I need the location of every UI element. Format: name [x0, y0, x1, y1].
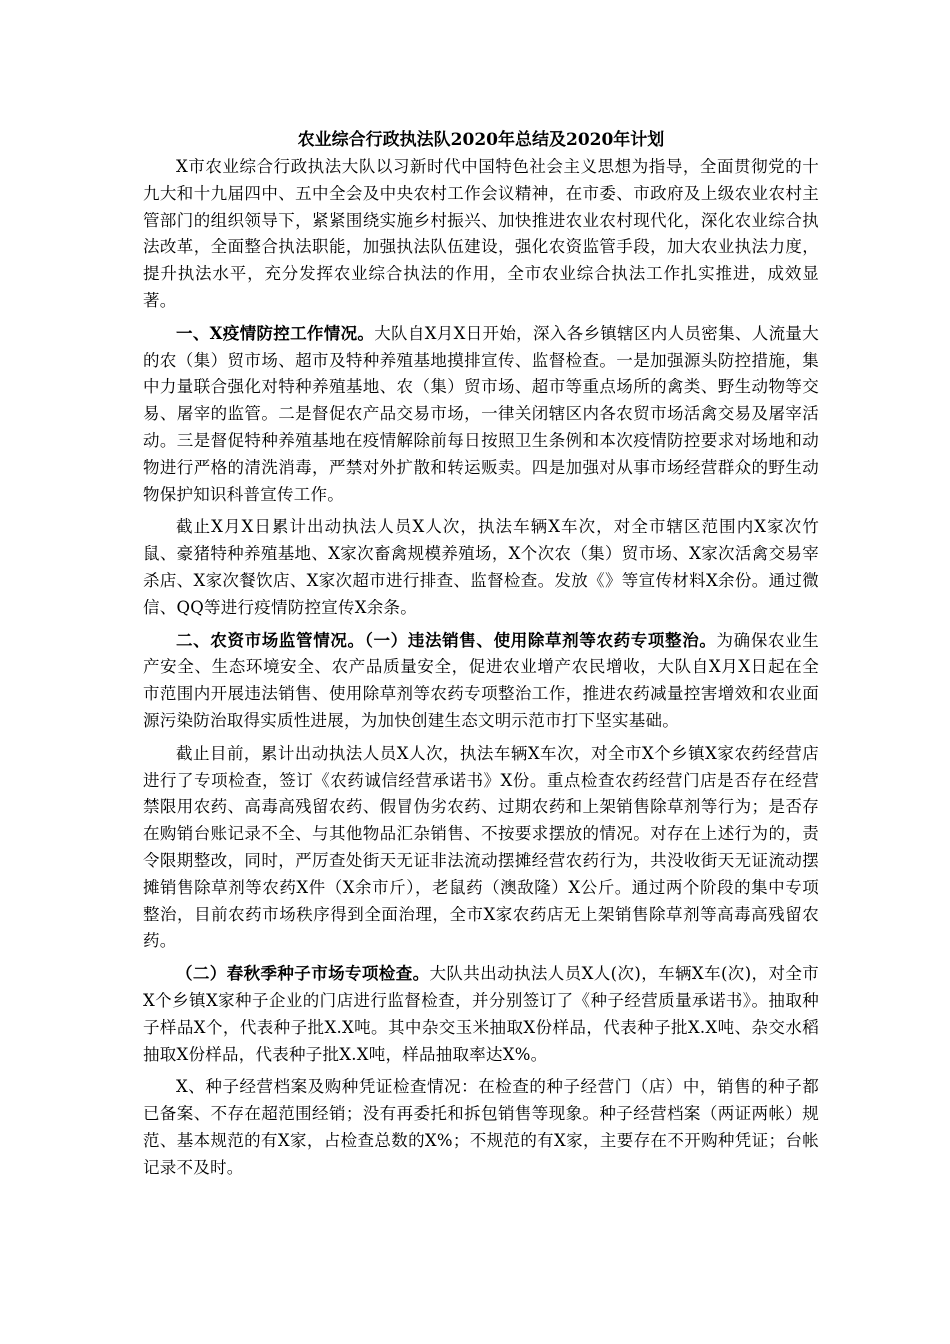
document-page: [143, 126, 819, 1187]
paragraph-seed-inspection: [143, 961, 819, 1068]
paragraph-pesticide-campaign: [143, 628, 819, 735]
paragraph-pesticide-results: [143, 741, 819, 955]
paragraph-text: 大队共出动执法人员X人(次)，车辆X车(次)，对全市X个乡镇X家种子企业的门店进行监督检查，并分别签订了《种子经营质量承诺书》。抽取种子样品X个，代表种子批X.X吨。其中杂交玉米抽取X份样品，代表种子批X.X吨、杂交水稻抽取X份样品，代表种子批X.X吨，样品抽取率达X%。: [143, 964, 819, 1064]
paragraph-heading: （二）春秋季种子市场专项检查。: [176, 964, 430, 984]
paragraph-heading: 二、农资市场监管情况。（一）违法销售、使用除草剂等农药专项整治。: [176, 630, 717, 650]
paragraph-text: 截止目前，累计出动执法人员X人次，执法车辆X车次，对全市X个乡镇X家农药经营店进行了专项检查，签订《农药诚信经营承诺书》X份。重点检查农药经营门店是否存在经营禁限用农药、高毒高残留农药、假冒伪劣农药、过期农药和上架销售除草剂等行为；是否存在购销台账记录不全、与其他物品汇杂销售、不按要求摆放的情况。对存在上述行为的，责令限期整改，同时，严厉查处街天无证非法流动摆摊经营农药行为，共没收街天无证流动摆摊销售除草剂等农药X件（X余市斤），老鼠药（澳敌隆）X公斤。通过两个阶段的集中专项整治，目前农药市场秩序得到全面治理，全市X家农药店无上架销售除草剂等高毒高残留农药。: [143, 743, 819, 951]
paragraph-heading: 一、X疫情防控工作情况。: [176, 323, 375, 343]
paragraph-text: 大队自X月X日开始，深入各乡镇辖区内人员密集、人流量大的农（集）贸市场、超市及特种养殖基地摸排宣传、监督检查。一是加强源头防控措施，集中力量联合强化对特种养殖基地、农（集）贸市场、超市等重点场所的禽类、野生动物等交易、屠宰的监管。二是督促农产品交易市场，一律关闭辖区内各农贸市场活禽交易及屠宰活动。三是督促特种养殖基地在疫情解除前每日按照卫生条例和本次疫情防控要求对场地和动物进行严格的清洗消毒，严禁对外扩散和转运贩卖。四是加强对从事市场经营群众的野生动物保护知识科普宣传工作。: [143, 323, 819, 504]
paragraph-text: 为确保农业生产安全、生态环境安全、农产品质量安全，促进农业增产农民增收，大队自X月X日起在全市范围内开展违法销售、使用除草剂等农药专项整治工作，推进农药减量控害增效和农业面源污染防治取得实质性进展，为加快创建生态文明示范市打下坚实基础。: [143, 630, 820, 730]
paragraph-text: 截止X月X日累计出动执法人员X人次，执法车辆X车次，对全市辖区范围内X家次竹鼠、豪猪特种养殖基地、X家次畜禽规模养殖场，X个次农（集）贸市场、X家次活禽交易宰杀店、X家次餐饮店、X家次超市进行排查、监督检查。发放《》等宣传材料X余份。通过微信、QQ等进行疫情防控宣传X余条。: [143, 517, 819, 617]
paragraph-intro: [143, 154, 819, 315]
paragraph-seed-records: [143, 1074, 819, 1181]
paragraph-text: X市农业综合行政执法大队以习新时代中国特色社会主义思想为指导，全面贯彻党的十九大和十九届四中、五中全会及中央农村工作会议精神，在市委、市政府及上级农业农村主管部门的组织领导下，紧紧围绕实施乡村振兴、加快推进农业农村现代化，深化农业综合执法改革，全面整合执法职能，加强执法队伍建设，强化农资监管手段，加大农业执法力度，提升执法水平，充分发挥农业综合执法的作用，全市农业综合执法工作扎实推进，成效显著。: [143, 157, 819, 310]
paragraph-text: X、种子经营档案及购种凭证检查情况：在检查的种子经营门（店）中，销售的种子都已备案、不存在超范围经销；没有再委托和拆包销售等现象。种子经营档案（两证两帐）规范、基本规范的有X家，占检查总数的X%；不规范的有X家，主要存在不开购种凭证；台帐记录不及时。: [143, 1077, 819, 1177]
paragraph-epidemic-control: [143, 321, 819, 509]
paragraph-epidemic-statistics: [143, 514, 819, 621]
document-title: 农业综合行政执法队2020年总结及2020年计划: [297, 130, 665, 150]
